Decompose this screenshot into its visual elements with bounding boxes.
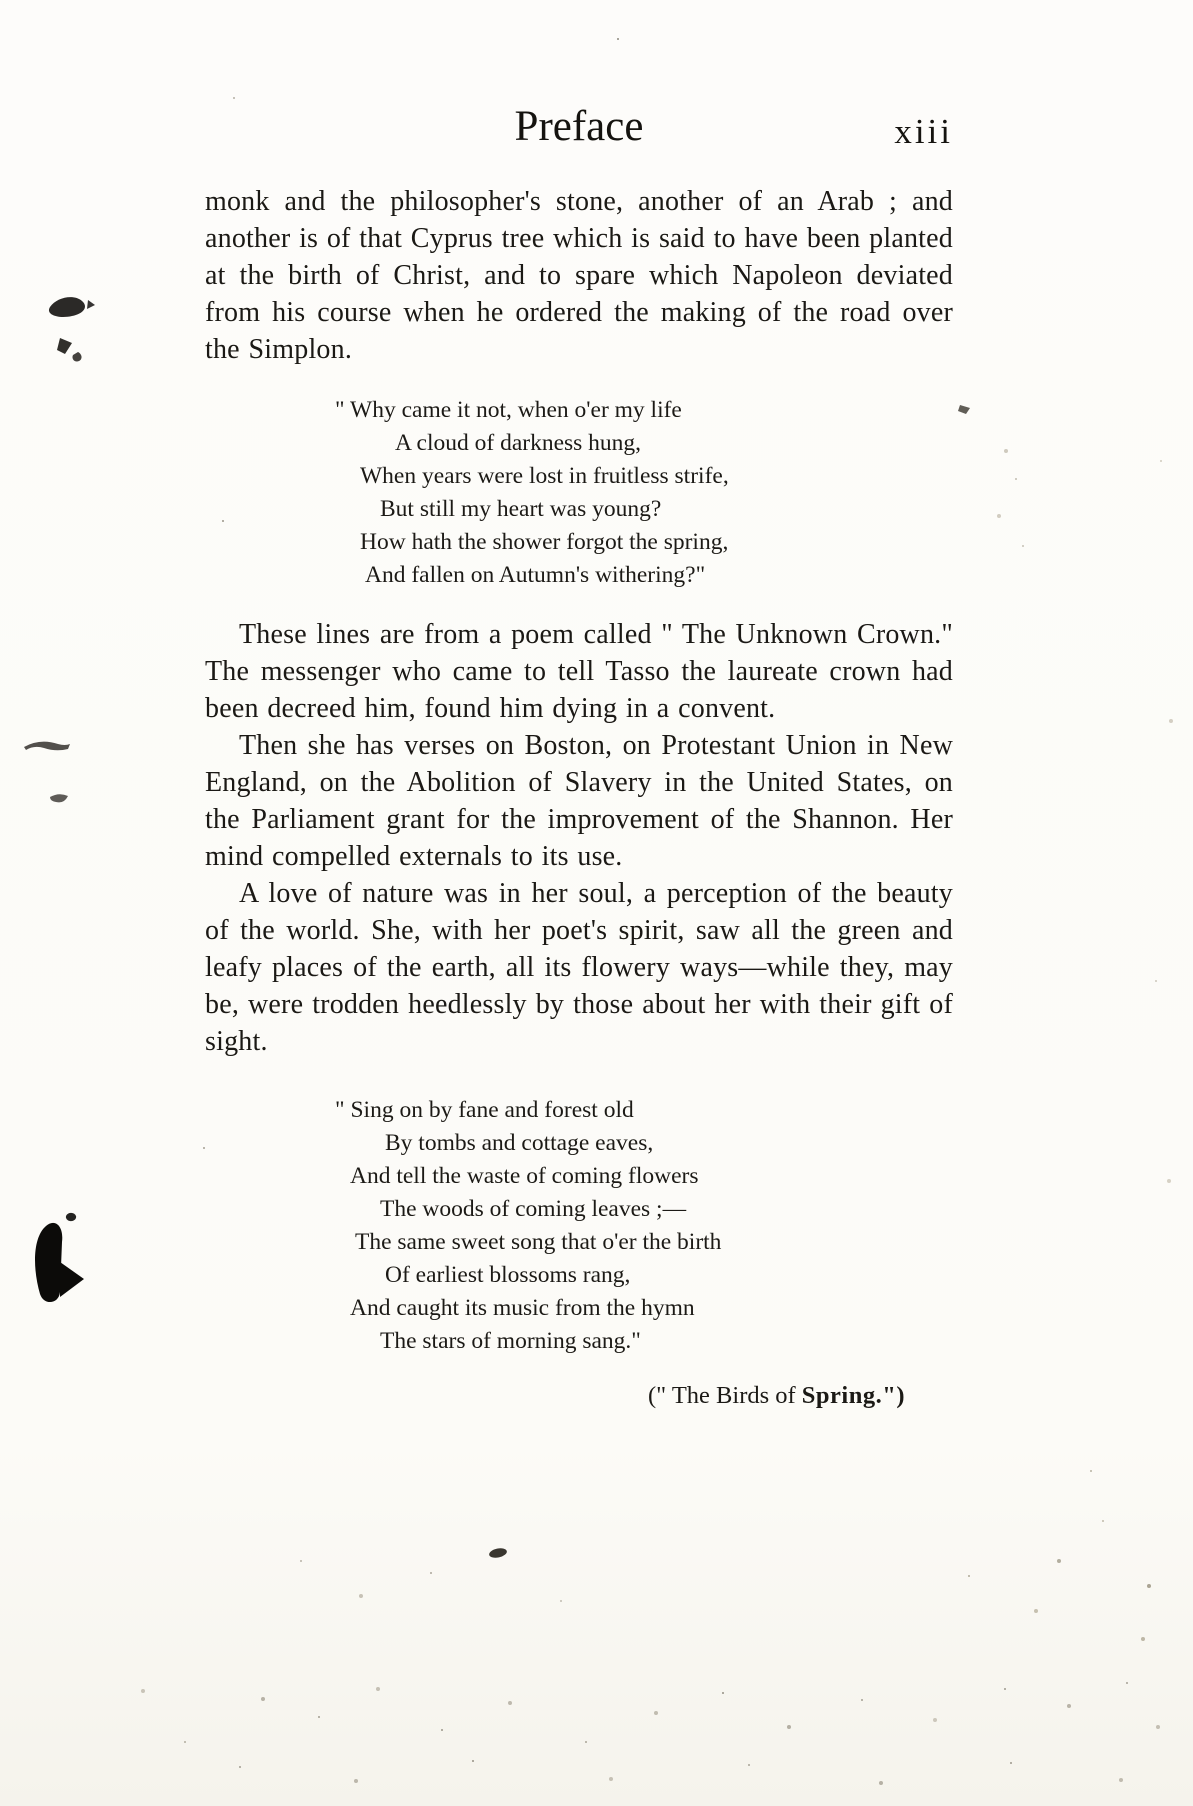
page-title: Preface [514,103,644,150]
verse-line: And tell the waste of coming flowers [350,1163,699,1189]
paragraph-2: These lines are from a poem called " The Unknown Crown." The messenger who came to tell Tasso the laureate crown had been decreed him, found him dying in a convent. [205,619,953,724]
verse-line: When years were lost in fruitless strife, [360,463,729,489]
verse-line: And caught its music from the hymn [350,1295,695,1321]
attribution-text: (" The Birds of [647,1382,802,1409]
verse-quote-2 [335,1094,953,1358]
page-header [205,103,953,163]
verse-line: How hath the shower forgot the spring, [360,529,729,555]
paragraph-3: Then she has verses on Boston, on Protestant Union in New England, on the Abolition of Slavery in the United States, on the Parliament grant for the improvement of the Shannon. Her mind compelled externals to its use. [205,730,953,872]
verse-line: The stars of morning sang." [380,1328,641,1354]
poem-attribution [205,1382,905,1410]
verse-line: But still my heart was young? [380,496,662,522]
verse-line: By tombs and cottage eaves, [385,1130,654,1156]
verse-line: The woods of coming leaves ;— [380,1196,687,1222]
verse-line: " Why came it not, when o'er my life [335,397,682,423]
page-body [205,183,953,1410]
page-number: xiii [894,112,953,151]
scan-noise-speckles [0,0,2,2]
paragraph-1: monk and the philosopher's stone, another of an Arab ; and another is of that Cyprus tree which is said to have been planted at the birth of Christ, and to spare which Napoleon deviated from his course when he ordered the making of the road over the Simplon. [205,186,953,365]
verse-quote-1 [335,394,953,592]
attribution-text-smudged: Spring.") [801,1382,905,1409]
paragraph-4: A love of nature was in her soul, a perception of the beauty of the world. She, with her poet's spirit, saw all the green and leafy places of the earth, all its flowery ways—while they, may be, were trodden heedlessly by those about her with their gift of sight. [205,878,953,1057]
verse-line: " Sing on by fane and forest old [335,1097,634,1123]
verse-line: Of earliest blossoms rang, [385,1262,631,1288]
verse-line: A cloud of darkness hung, [395,430,642,456]
verse-line: The same sweet song that o'er the birth [355,1229,722,1255]
verse-line: And fallen on Autumn's withering?" [365,562,706,588]
